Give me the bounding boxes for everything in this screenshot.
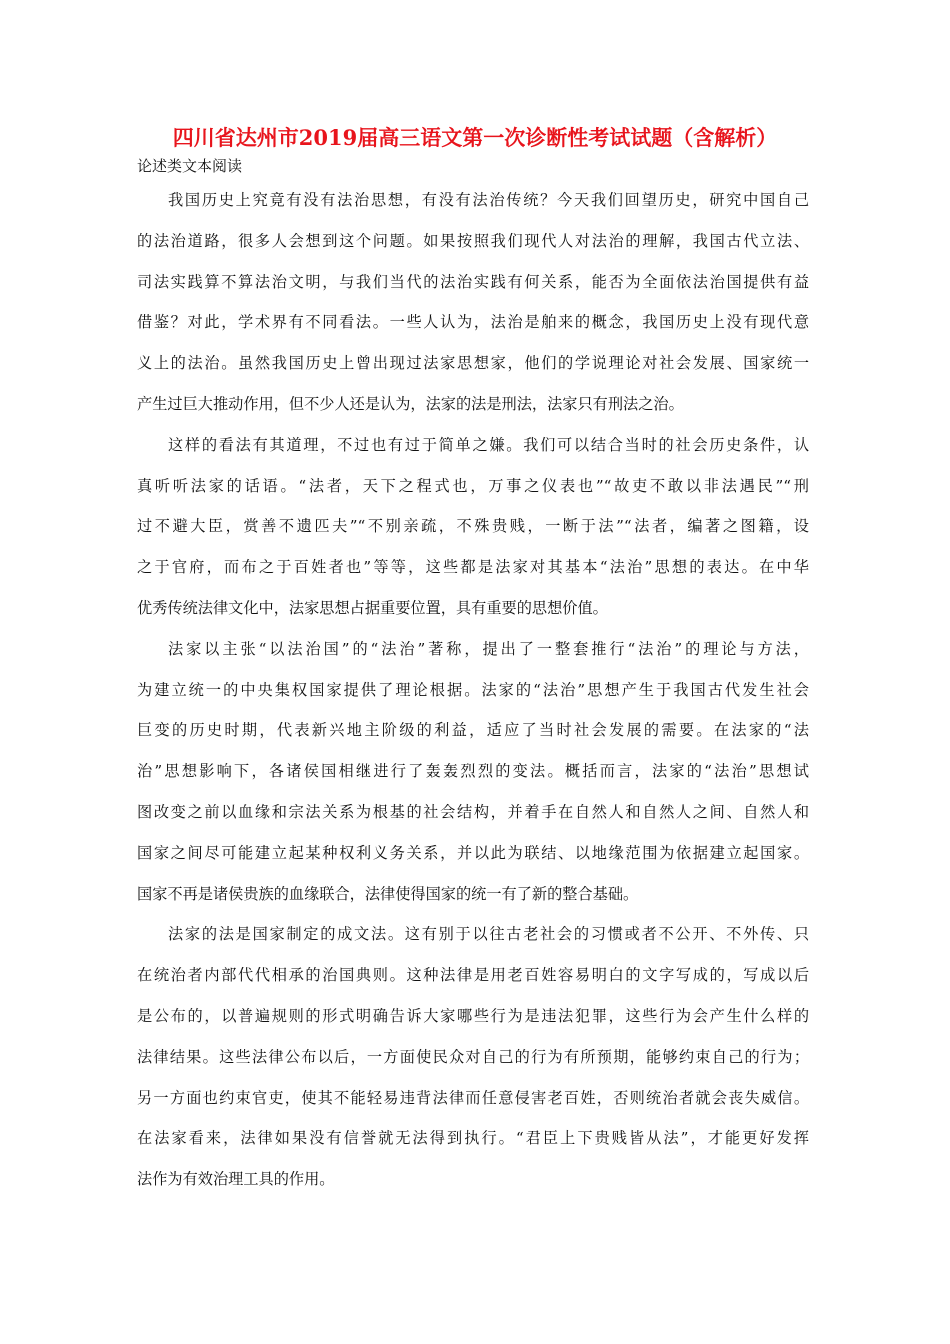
paragraph-1	[137, 188, 809, 433]
section-heading: 论述类文本阅读	[137, 157, 243, 175]
paragraph-line: 的法治道路，很多人会想到这个问题。如果按照我们现代人对法治的理解，我国古代立法、	[137, 231, 809, 250]
paragraph-line: 在法家看来，法律如果没有信誉就无法得到执行。“君臣上下贵贱皆从法”，才能更好发挥	[137, 1129, 809, 1148]
paragraph-line: 另一方面也约束官吏，使其不能轻易违背法律而任意侵害老百姓，否则统治者就会丧失威信。	[137, 1088, 809, 1107]
paragraph-line: 法律结果。这些法律公布以后，一方面使民众对自己的行为有所预期，能够约束自己的行为；	[137, 1047, 809, 1066]
document-title: 四川省达州市2019届高三语文第一次诊断性考试试题（含解析）	[172, 125, 778, 150]
paragraph-3	[137, 637, 809, 923]
paragraph-line: 法家的法是国家制定的成文法。这有别于以往古老社会的习惯或者不公开、不外传、只	[168, 925, 809, 944]
paragraph-line: 国家不再是诸侯贵族的血缘联合，法律使得国家的统一有了新的整合基础。	[137, 884, 639, 903]
paragraph-line: 我国历史上究竟有没有法治思想，有没有法治传统？今天我们回望历史，研究中国自己	[168, 191, 809, 209]
paragraph-line: 产生过巨大推动作用，但不少人还是认为，法家的法是刑法，法家只有刑法之治。	[137, 394, 684, 413]
paragraph-line: 过不避大臣，赏善不遗匹夫”“不别亲疏，不殊贵贱，一断于法”“法者，编著之图籍，设	[137, 517, 809, 536]
paragraph-line: 法作为有效治理工具的作用。	[137, 1170, 335, 1189]
paragraph-line: 借鉴？对此，学术界有不同看法。一些人认为，法治是舶来的概念，我国历史上没有现代意	[137, 313, 809, 332]
paragraph-line: 这样的看法有其道理，不过也有过于简单之嫌。我们可以结合当时的社会历史条件，认	[168, 435, 809, 454]
paragraph-line: 国家之间尽可能建立起某种权利义务关系，并以此为联结、以地缘范围为依据建立起国家。	[137, 843, 809, 862]
paragraph-2	[137, 433, 809, 637]
paragraph-line: 在统治者内部代代相承的治国典则。这种法律是用老百姓容易明白的文字写成的，写成以后	[137, 966, 809, 985]
paragraph-line: 法家以主张“以法治国”的“法治”著称，提出了一整套推行“法治”的理论与方法，	[168, 639, 809, 658]
paragraph-line: 治”思想影响下，各诸侯国相继进行了轰轰烈烈的变法。概括而言，法家的“法治”思想试	[137, 762, 809, 781]
paragraph-line: 之于官府，而布之于百姓者也”等等，这些都是法家对其基本“法治”思想的表达。在中华	[137, 558, 809, 577]
article-body	[137, 188, 809, 1208]
paragraph-line: 义上的法治。虽然我国历史上曾出现过法家思想家，他们的学说理论对社会发展、国家统一	[137, 354, 809, 373]
paragraph-line: 司法实践算不算法治文明，与我们当代的法治实践有何关系，能否为全面依法治国提供有益	[137, 272, 809, 291]
paragraph-line: 图改变之前以血缘和宗法关系为根基的社会结构，并着手在自然人和自然人之间、自然人和	[137, 802, 809, 821]
paragraph-4	[137, 922, 809, 1208]
paragraph-line: 优秀传统法律文化中，法家思想占据重要位置，具有重要的思想价值。	[137, 598, 608, 617]
paragraph-line: 是公布的，以普遍规则的形式明确告诉大家哪些行为是违法犯罪，这些行为会产生什么样的	[137, 1006, 809, 1025]
paragraph-line: 为建立统一的中央集权国家提供了理论根据。法家的“法治”思想产生于我国古代发生社会	[137, 680, 809, 699]
paragraph-line: 真听听法家的话语。“法者，天下之程式也，万事之仪表也”“故吏不敢以非法遇民”“刑	[137, 476, 809, 495]
paragraph-line: 巨变的历史时期，代表新兴地主阶级的利益，适应了当时社会发展的需要。在法家的“法	[137, 721, 809, 740]
